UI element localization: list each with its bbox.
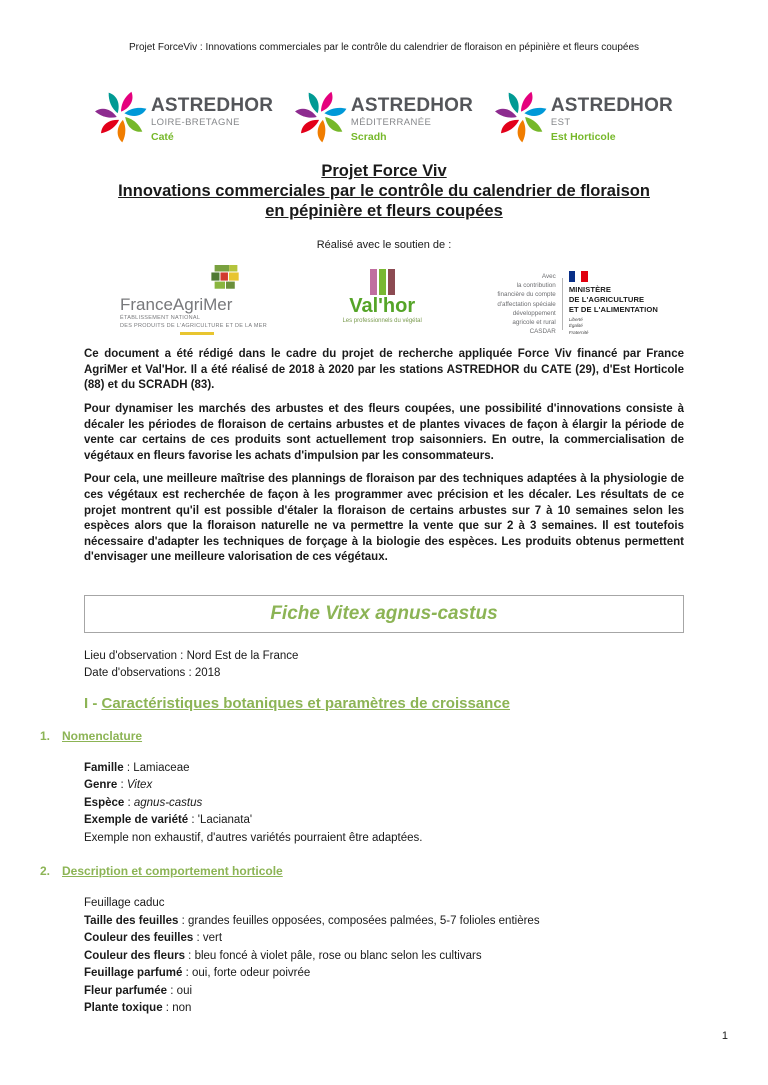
valhor-logo (342, 265, 421, 324)
ministry-name: MINISTÈRE DE L'AGRICULTURE ET DE L'ALIMENTATION (568, 285, 658, 314)
astredhor-station: Caté (151, 131, 174, 144)
section-1-heading: I - Caractéristiques botaniques et paramètres de croissance (84, 694, 511, 712)
observation-date: Date d'observations : 2018 (84, 666, 221, 679)
paragraph-2: Pour dynamiser les marchés des arbustes et des fleurs coupées, une possibilité d'innovations consiste à décaler les périodes de floraison de certains arbustes et de plantes vivaces de façon à élargir la période de vente car certains de ces produits sont actuellement trop saisonniers. En outre, la commercialisation de végétaux en fleurs favorise les achats d'impulsion par les consommateurs. (84, 403, 684, 462)
french-flag-icon (569, 271, 588, 282)
vertical-divider (562, 278, 563, 330)
sponsors-row (120, 265, 658, 337)
astredhor-region: LOIRE-BRETAGNE (151, 117, 240, 128)
astredhor-region: MÉDITERRANÉE (350, 117, 432, 128)
astredhor-logo-est (495, 87, 673, 145)
valhor-subtitle: Les professionnels du végétal (342, 318, 422, 324)
paragraph-1: Ce document a été rédigé dans le cadre du projet de recherche appliquée Force Viv financé par France AgriMer et Val'Hor. Il a été réalisé de 2018 à 2020 par les stations ASTREDHOR du CATE (29), d'Est Horticole (88) et du SCRADH (83). (84, 348, 684, 392)
nomenclature-block (84, 760, 684, 848)
description-block (84, 895, 684, 1018)
pinwheel-flower-icon (295, 87, 347, 145)
pinwheel-flower-icon (495, 87, 547, 145)
astredhor-region: EST (550, 117, 571, 128)
description-couleur-fleurs: Couleur des fleurs : bleu foncé à violet pâle, rose ou blanc selon les cultivars (84, 949, 482, 962)
valhor-name: Val'hor (349, 295, 416, 317)
subsection-2-heading: 2. Description et comportement horticole (40, 864, 283, 879)
title-line-2: Innovations commerciales par le contrôle du calendrier de floraison (118, 182, 650, 200)
document-title (84, 161, 684, 221)
astredhor-brand: ASTREDHOR (350, 95, 474, 116)
pinwheel-flower-icon (95, 87, 147, 145)
title-line-1: Projet Force Viv (321, 162, 447, 180)
franceagrimer-name: FranceAgriMer (120, 295, 233, 314)
nomenclature-note: Exemple non exhaustif, d'autres variétés pourraient être adaptées. (84, 831, 423, 844)
running-header: Projet ForceViv : Innovations commerciales par le contrôle du calendrier de floraison en pépinière et fleurs coupées (128, 42, 640, 53)
fiche-title: Fiche Vitex agnus-castus (270, 602, 498, 624)
astredhor-station: Est Horticole (550, 131, 616, 144)
description-taille-feuilles: Taille des feuilles : grandes feuilles opposées, composées palmées, 5-7 folioles entières (84, 914, 540, 927)
astredhor-station: Scradh (350, 131, 387, 144)
franceagrimer-logo (120, 265, 267, 335)
franceagrimer-subtitle-2: DES PRODUITS DE L'AGRICULTURE ET DE LA MER (120, 323, 268, 330)
intro-paragraphs (84, 347, 684, 566)
description-couleur-feuilles: Couleur des feuilles : vert (84, 932, 223, 945)
description-intro: Feuillage caduc (84, 897, 165, 910)
description-fleur-parfumee: Fleur parfumée : oui (84, 984, 193, 997)
nomenclature-famille: Famille : Lamiaceae (84, 761, 190, 774)
nomenclature-genre: Genre : Vitex (84, 779, 153, 792)
fiche-title-box (84, 595, 684, 633)
nomenclature-espece: Espèce : agnus-castus (84, 796, 203, 809)
title-line-3: en pépinière et fleurs coupées (265, 202, 503, 220)
description-plante-toxique: Plante toxique : non (84, 1002, 192, 1015)
observation-location: Lieu d'observation : Nord Est de la France (84, 649, 299, 662)
nomenclature-variete: Exemple de variété : 'Lacianata' (84, 814, 253, 827)
franceagrimer-yellow-bar (180, 332, 214, 335)
mosaic-squares-icon (206, 265, 246, 291)
paragraph-3: Pour cela, une meilleure maîtrise des plannings de floraison par des techniques adaptées à la physiologie de ces végétaux est recherchée de façon à les programmer avec précision et les décaler. Les résultats de ce projet montrent qu'il est possible d'étaler la floraison de certains arbustes sur 7 à 10 semaines selon les espèces alors que la floraison naturelle ne va permettre la vente que sur 2 à 3 semaines. Il est toutefois nécessaire d'adapter les techniques de forçage à la biologie des espèces. Les produits obtenus permettent d'envisager une meilleure valorisation de ces végétaux. (84, 473, 684, 564)
ministry-motto: Liberté Égalité Fraternité (568, 316, 589, 336)
astredhor-brand: ASTREDHOR (550, 95, 673, 116)
astredhor-logo-loire-bretagne (95, 87, 273, 145)
three-stripes-icon (342, 269, 421, 295)
support-line: Réalisé avec le soutien de : (316, 239, 452, 251)
page-number: 1 (721, 1030, 728, 1042)
subsection-1-heading: 1. Nomenclature (40, 728, 143, 743)
astredhor-brand: ASTREDHOR (151, 95, 274, 116)
astredhor-logo-mediterranee (295, 87, 473, 145)
astredhor-logos-row (95, 87, 673, 145)
franceagrimer-subtitle-1: ÉTABLISSEMENT NATIONAL (120, 314, 201, 321)
ministry-logo (497, 265, 658, 337)
description-feuillage-parfume: Feuillage parfumé : oui, forte odeur poivrée (84, 967, 311, 980)
ministry-contribution-text: Avec la contribution financière du compte d'affectation spéciale développement agricole et rural CASDAR (497, 273, 556, 335)
observation-block (84, 648, 684, 682)
